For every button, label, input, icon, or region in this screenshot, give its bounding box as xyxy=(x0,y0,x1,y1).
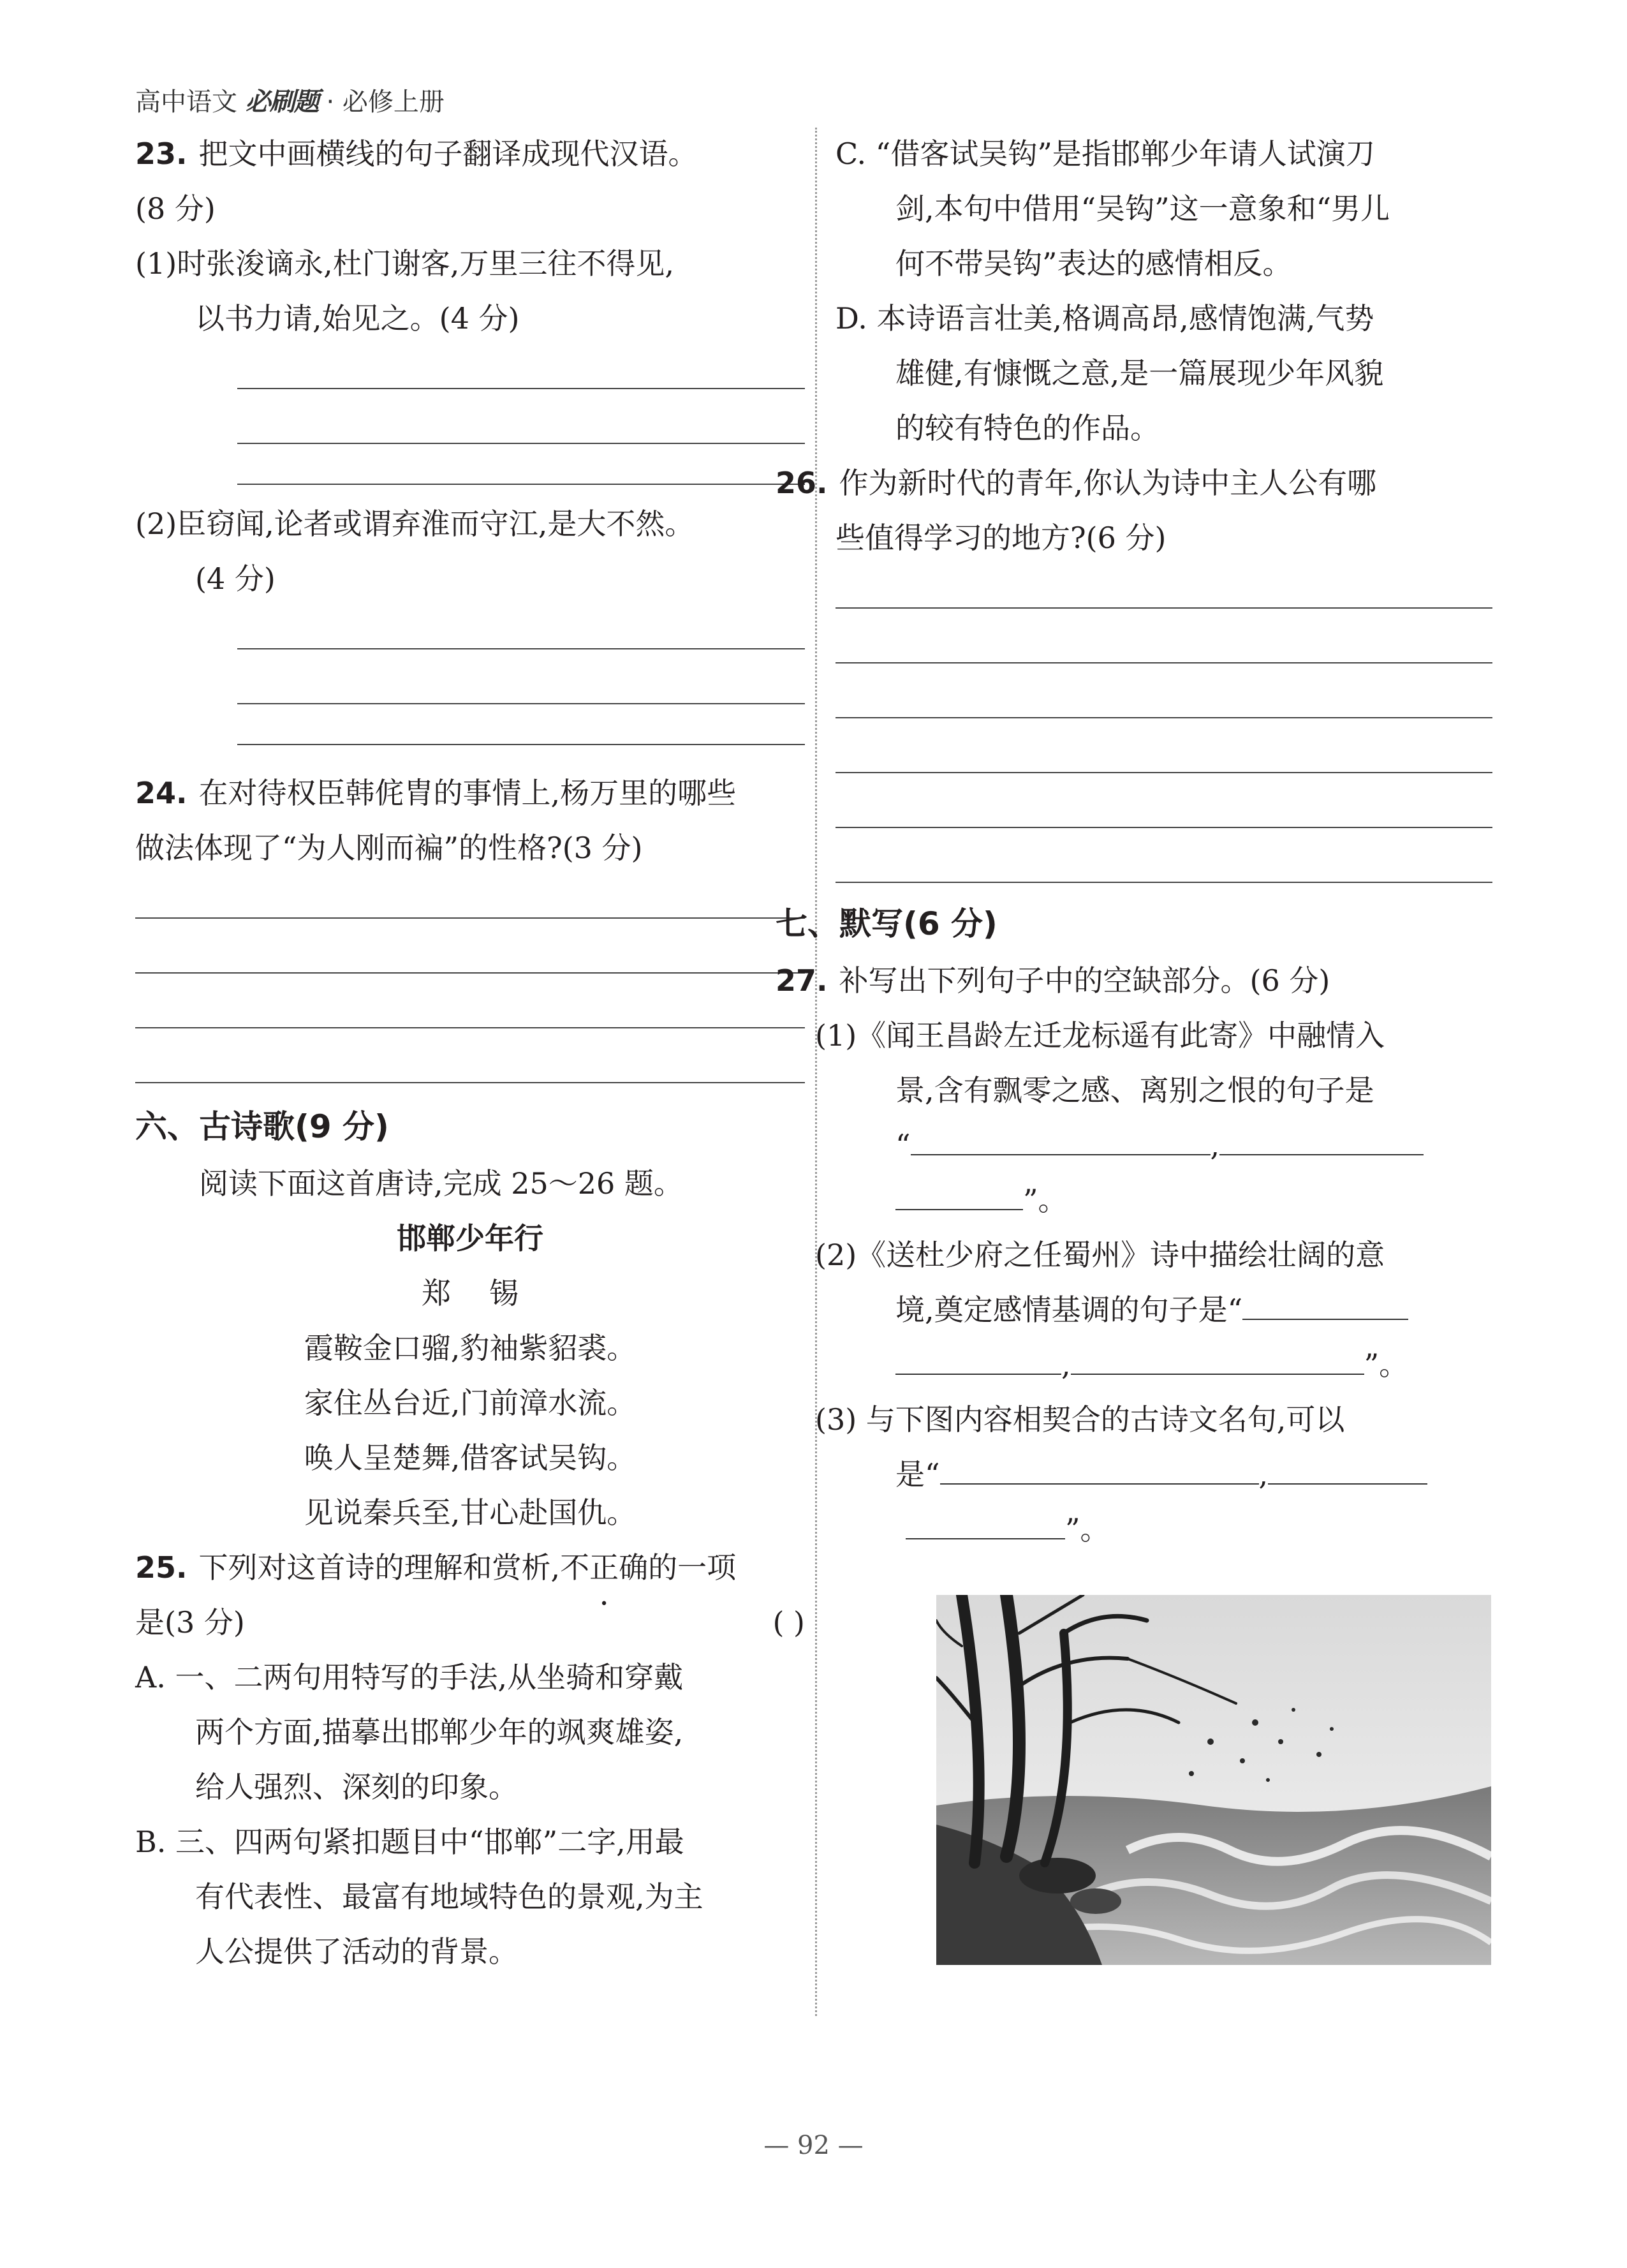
answer-line[interactable] xyxy=(135,875,805,930)
answer-line[interactable] xyxy=(135,985,805,1040)
poem-line: 家住丛台近,门前漳水流。 xyxy=(304,1386,637,1420)
answer-line[interactable] xyxy=(135,661,805,716)
fill-blank[interactable] xyxy=(1268,1458,1427,1485)
answer-line[interactable] xyxy=(135,606,805,661)
fill-blank[interactable] xyxy=(1219,1129,1424,1155)
answer-line[interactable] xyxy=(135,346,805,401)
running-header xyxy=(135,82,445,118)
q27-item3: (3) 与下图内容相契合的古诗文名句,可以 xyxy=(815,1402,1345,1437)
q25-stem-cont: 是(3 分) ( ) xyxy=(135,1595,805,1650)
option-c: C. “借客试吴钩”是指邯郸少年请人试演刀 xyxy=(836,137,1375,171)
q23-s2-points: (4 分) xyxy=(195,561,276,596)
option-b-cont: 人公提供了活动的背景。 xyxy=(195,1934,518,1969)
option-a: A. 一、二两句用特写的手法,从坐骑和穿戴 xyxy=(135,1660,684,1694)
emphasis-not-correct: 不正确 xyxy=(560,1550,649,1585)
answer-line[interactable] xyxy=(836,675,1492,730)
q27-item3-cont: 是“ , xyxy=(836,1447,1492,1502)
q25-stem: 25. 下列对这首诗的理解和赏析,不正确的一项 xyxy=(135,1550,737,1585)
answer-line[interactable] xyxy=(135,1040,805,1095)
option-a-cont: 两个方面,描摹出邯郸少年的飒爽雄姿, xyxy=(195,1715,684,1749)
q27-stem: 27. 补写出下列句子中的空缺部分。(6 分) xyxy=(776,963,1330,998)
option-c-cont: 何不带吴钩”表达的感情相反。 xyxy=(895,246,1292,281)
column-divider xyxy=(815,128,817,2016)
option-c-cont: 剑,本句中借用“吴钩”这一意象和“男儿 xyxy=(895,191,1390,226)
q27-item2-blanks-cont: , ”。 xyxy=(836,1337,1492,1392)
brand-logo: 必刷题 xyxy=(245,87,318,117)
option-d: D. 本诗语言壮美,格调高昂,感情饱满,气势 xyxy=(836,301,1374,336)
q26-stem: 26. 作为新时代的青年,你认为诗中主人公有哪 xyxy=(776,466,1377,500)
fill-blank[interactable] xyxy=(895,1348,1061,1375)
poem-intro: 阅读下面这首唐诗,完成 25～26 题。 xyxy=(199,1166,683,1201)
header-volume: · 必修上册 xyxy=(326,87,445,117)
answer-line[interactable] xyxy=(836,785,1492,840)
q23-s2: (2)臣窃闻,论者或谓弃淮而守江,是大不然。 xyxy=(135,507,695,541)
answer-line[interactable] xyxy=(135,456,805,496)
q26-stem-cont: 些值得学习的地方?(6 分) xyxy=(836,521,1167,555)
answer-line[interactable] xyxy=(836,840,1492,894)
section-6-title: 六、古诗歌(9 分) xyxy=(135,1108,389,1145)
answer-line[interactable] xyxy=(135,716,805,757)
answer-line[interactable] xyxy=(135,930,805,985)
q23-stem: 23. 把文中画横线的句子翻译成现代汉语。 xyxy=(135,137,698,171)
q23-s1-cont: 以书力请,始见之。(4 分) xyxy=(195,301,520,336)
q24-stem: 24. 在对待权臣韩侂胄的事情上,杨万里的哪些 xyxy=(135,776,737,810)
fill-blank[interactable] xyxy=(895,1183,1023,1210)
answer-line[interactable] xyxy=(836,730,1492,785)
q27-item2: (2)《送杜少府之任蜀州》诗中描绘壮阔的意 xyxy=(815,1238,1385,1272)
option-a-cont: 给人强烈、深刻的印象。 xyxy=(195,1770,518,1804)
q27-item2-cont: 境,奠定感情基调的句子是“ xyxy=(836,1282,1492,1337)
q27-item1-cont: 景,含有飘零之感、离别之恨的句子是 xyxy=(895,1073,1374,1108)
storm-trees-illustration xyxy=(936,1595,1491,1965)
q24-stem-cont: 做法体现了“为人刚而褊”的性格?(3 分) xyxy=(135,831,643,865)
option-d-cont: 的较有特色的作品。 xyxy=(895,411,1160,445)
q27-item1: (1)《闻王昌龄左迁龙标遥有此寄》中融情入 xyxy=(815,1018,1385,1053)
q27-item3-blanks-cont: ”。 xyxy=(836,1502,1492,1557)
answer-line[interactable] xyxy=(135,401,805,456)
poem-line: 见说秦兵至,甘心赴国仇。 xyxy=(304,1495,637,1530)
poem-line: 唤人呈楚舞,借客试吴钩。 xyxy=(304,1441,637,1475)
option-d-cont: 雄健,有慷慨之意,是一篇展现少年风貌 xyxy=(895,356,1384,390)
q27-item1-blanks-cont: ”。 xyxy=(836,1173,1492,1227)
left-column xyxy=(135,126,805,1979)
option-b-cont: 有代表性、最富有地域特色的景观,为主 xyxy=(195,1879,703,1914)
q27-item1-blanks: “ , xyxy=(836,1118,1492,1173)
answer-line[interactable] xyxy=(836,565,1492,620)
answer-paren[interactable]: ( ) xyxy=(772,1605,805,1640)
poem-line: 霞鞍金口骝,豹袖紫貂裘。 xyxy=(304,1331,637,1365)
fill-blank[interactable] xyxy=(906,1513,1065,1539)
option-b: B. 三、四两句紧扣题目中“邯郸”二字,用最 xyxy=(135,1825,684,1859)
fill-blank[interactable] xyxy=(1242,1293,1408,1320)
answer-line[interactable] xyxy=(836,620,1492,675)
section-7-title: 七、默写(6 分) xyxy=(776,905,998,942)
fill-blank[interactable] xyxy=(911,1129,1211,1155)
poem-author: 郑锡 xyxy=(422,1276,557,1310)
right-column xyxy=(776,126,1492,1557)
fill-blank[interactable] xyxy=(940,1458,1259,1485)
page-number: — 92 — xyxy=(763,2131,864,2160)
fill-blank[interactable] xyxy=(1071,1348,1364,1375)
q23-s1: (1)时张浚谪永,杜门谢客,万里三往不得见, xyxy=(135,246,675,281)
q23-points: (8 分) xyxy=(135,191,216,226)
poem-title: 邯郸少年行 xyxy=(397,1221,543,1256)
header-subject: 高中语文 xyxy=(135,87,237,117)
